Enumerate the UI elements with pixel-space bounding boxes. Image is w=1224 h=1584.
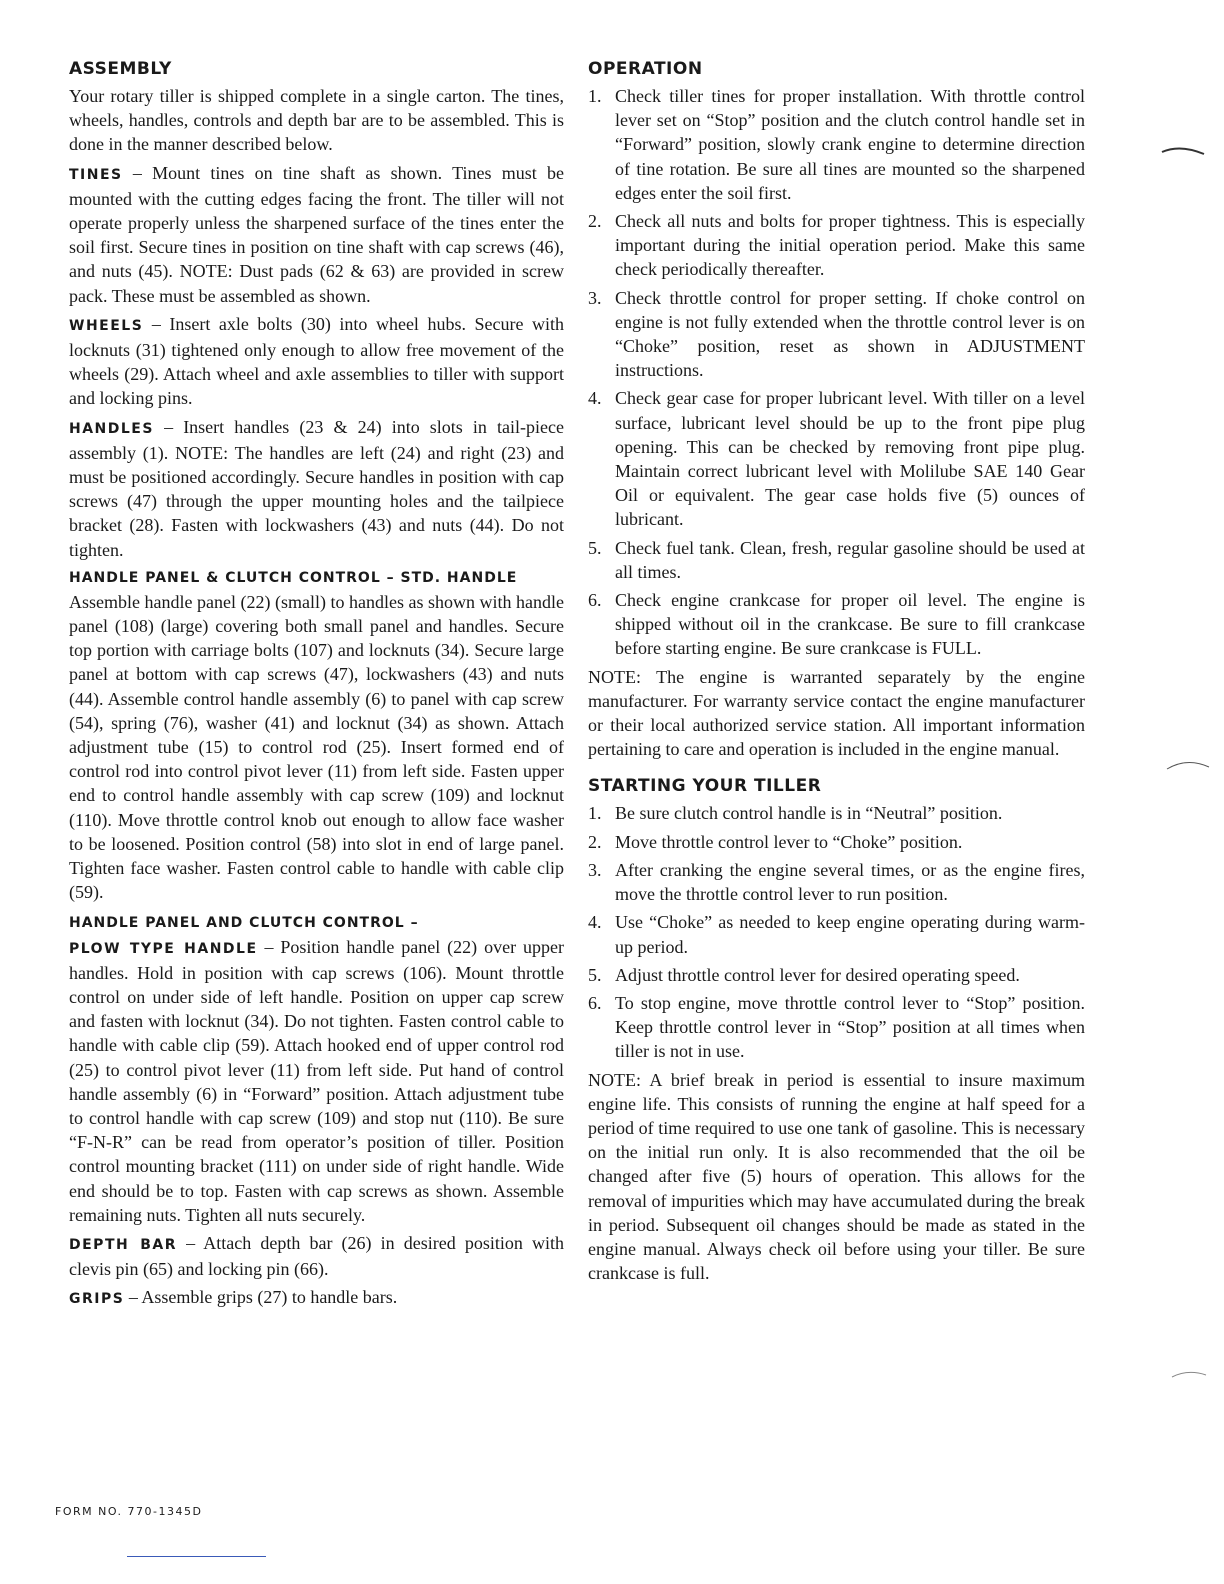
operation-list — [588, 84, 1085, 661]
wheels-label: WHEELS — [69, 317, 144, 334]
scan-mark — [1165, 755, 1215, 775]
plow-panel-text: – Position handle panel (22) over upper handles. Hold in position with cap screws (106). Mount throttle control on under side of left handle. Position on upper cap screw and fasten with locknut (34). Do not tighten. Fasten control cable to handle with cable clip (59). Attach hooked end of upper control rod (25) to control pivot lever (11) from left side. Put hand of control handle assembly (6) in “Forward” position. Attach adjustment tube to control handle with cap screw (109) and stop nut (110). Be sure “F-N-R” can be read from operator’s position of tiller. Position control mounting bracket (111) on under side of right handle. Wide end should be to top. Fasten with cap screws as shown. Assemble remaining nuts. Tighten all nuts securely. — [69, 936, 564, 1225]
scan-mark — [1170, 1365, 1210, 1381]
form-number: FORM NO. 770-1345D — [55, 1505, 203, 1518]
grips-text: – Assemble grips (27) to handle bars. — [124, 1287, 398, 1308]
right-column — [588, 58, 1085, 1289]
std-panel-heading: HANDLE PANEL & CLUTCH CONTROL – STD. HANDLE — [69, 569, 518, 586]
bottom-rule — [127, 1556, 266, 1557]
wheels-text: – Insert axle bolts (30) into wheel hubs. Secure with locknuts (31) tightened only enough to allow free movement of the wheels (29). Attach wheel and axle assemblies to tiller with support and locking pins. — [69, 313, 564, 409]
handles-section — [69, 415, 564, 562]
wheels-section — [69, 312, 564, 411]
handles-label: HANDLES — [69, 420, 154, 437]
operation-note: NOTE: The engine is warranted separately by the engine manufacturer. For warranty service contact the engine manufacturer or their local authorized service station. All important information pertaining to care and operation is included in the engine manual. — [588, 666, 1085, 760]
list-item: 3. Check throttle control for proper setting. If choke control on engine is not fully extended when the throttle control lever is on “Choke” position, reset as shown in ADJUSTMENT instructions. — [588, 287, 1085, 381]
list-item: 4. Use “Choke” as needed to keep engine operating during warm-up period. — [588, 912, 1085, 957]
grips-label: GRIPS — [69, 1291, 125, 1308]
starting-list — [588, 801, 1085, 1063]
std-panel-text: Assemble handle panel (22) (small) to handles as shown with handle panel (108) (large) covering both small panel and handles. Secure top portion with carriage bolts (107) and locknuts (34). Secure large panel at bottom with cap screws (47), lockwashers (43) and nuts (44). Assemble control handle assembly (6) to panel with cap screw (54), spring (76), washer (41) and locknut (34) as shown. Attach adjustment tube (15) to control rod (25). Insert formed end of control rod into control pivot lever (11) from left side. Fasten upper end to control handle assembly with cap screw (109) and locknut (110). Move throttle control knob out enough to allow face washer to be loosened. Position control (58) into slot in end of large panel. Tighten face washer. Fasten control cable to handle with cable clip (59). — [69, 591, 564, 903]
depth-bar-label: DEPTH BAR — [69, 1236, 177, 1253]
tines-text: – Mount tines on tine shaft as shown. Tines must be mounted with the cutting edges facing the front. The tiller will not operate properly unless the sharpened surface of the tines enter the soil first. Secure tines in position on tine shaft with cap screws (46), and nuts (45). NOTE: Dust pads (62 & 63) are provided in screw pack. These must be assembled as shown. — [69, 162, 564, 306]
list-item: 2. Move throttle control lever to “Choke” position. — [588, 831, 963, 852]
plow-panel-label: PLOW TYPE HANDLE — [69, 940, 258, 957]
handles-text: – Insert handles (23 & 24) into slots in tail-piece assembly (1). NOTE: The handles are left (24) and right (23) and must be positioned accordingly. Secure handles in position with cap screws (47) through the upper mounting holes and the tailpiece bracket (28). Fasten with lockwashers (43) and nuts (44). Do not tighten. — [69, 416, 564, 560]
list-item: 4. Check gear case for proper lubricant level. With tiller on a level surface, lubricant level should be up to the front pipe plug opening. This can be checked by removing front pipe plug. Maintain correct lubricant level with Molilube SAE 140 Gear Oil or equivalent. The gear case holds five (5) ounces of lubricant. — [588, 388, 1085, 530]
list-item: 6. To stop engine, move throttle control lever to “Stop” position. Keep throttle control lever in “Stop” position at all times when tiller is not in use. — [588, 992, 1085, 1062]
starting-heading: STARTING YOUR TILLER — [588, 776, 822, 797]
list-item: 6. Check engine crankcase for proper oil level. The engine is shipped without oil in the crankcase. Be sure to fill crankcase before starting engine. Be sure crankcase is FULL. — [588, 590, 1085, 659]
grips-section — [69, 1285, 564, 1311]
list-item: 2. Check all nuts and bolts for proper tightness. This is especially important during the initial operation period. Make this same check periodically thereafter. — [588, 211, 1085, 280]
scan-mark — [1160, 140, 1210, 160]
tines-label: TINES — [69, 166, 123, 183]
left-column — [69, 58, 564, 1316]
list-item: 1. Check tiller tines for proper installation. With throttle control lever set on “Stop” position and the clutch control handle set in “Forward” position, slowly crank engine to determine direction of tine rotation. Be sure all tines are mounted so the sharpened edges enter the soil first. — [588, 86, 1085, 203]
assembly-intro: Your rotary tiller is shipped complete in a single carton. The tines, wheels, handles, controls and depth bar are to be assembled. This is done in the manner described below. — [69, 86, 564, 155]
plow-panel-section — [69, 935, 564, 1227]
depth-bar-section — [69, 1231, 564, 1281]
starting-note: NOTE: A brief break in period is essential to insure maximum engine life. This consists of running the engine at half speed for a period of time required to use one tank of gasoline. This is necessary on the initial run only. It is also recommended that the oil be changed after five (5) hours of operation. This allows for the removal of impurities which may have accumulated during the break in period. Subsequent oil changes should be made as stated in the engine manual. Always check oil before using your tiller. Be sure crankcase is full. — [588, 1069, 1085, 1284]
list-item: 3. After cranking the engine several times, or as the engine fires, move the throttle control lever to run position. — [588, 859, 1085, 905]
plow-panel-heading: HANDLE PANEL AND CLUTCH CONTROL – — [69, 914, 419, 931]
list-item: 5. Check fuel tank. Clean, fresh, regular gasoline should be used at all times. — [588, 537, 1085, 582]
tines-section — [69, 161, 564, 308]
assembly-heading: ASSEMBLY — [69, 59, 172, 79]
depth-bar-text: – Attach depth bar (26) in desired position with clevis pin (65) and locking pin (66). — [69, 1232, 565, 1280]
list-item: 1. Be sure clutch control handle is in “Neutral” position. — [588, 803, 1003, 824]
operation-heading: OPERATION — [588, 59, 703, 79]
list-item: 5. Adjust throttle control lever for desired operating speed. — [588, 964, 1020, 985]
